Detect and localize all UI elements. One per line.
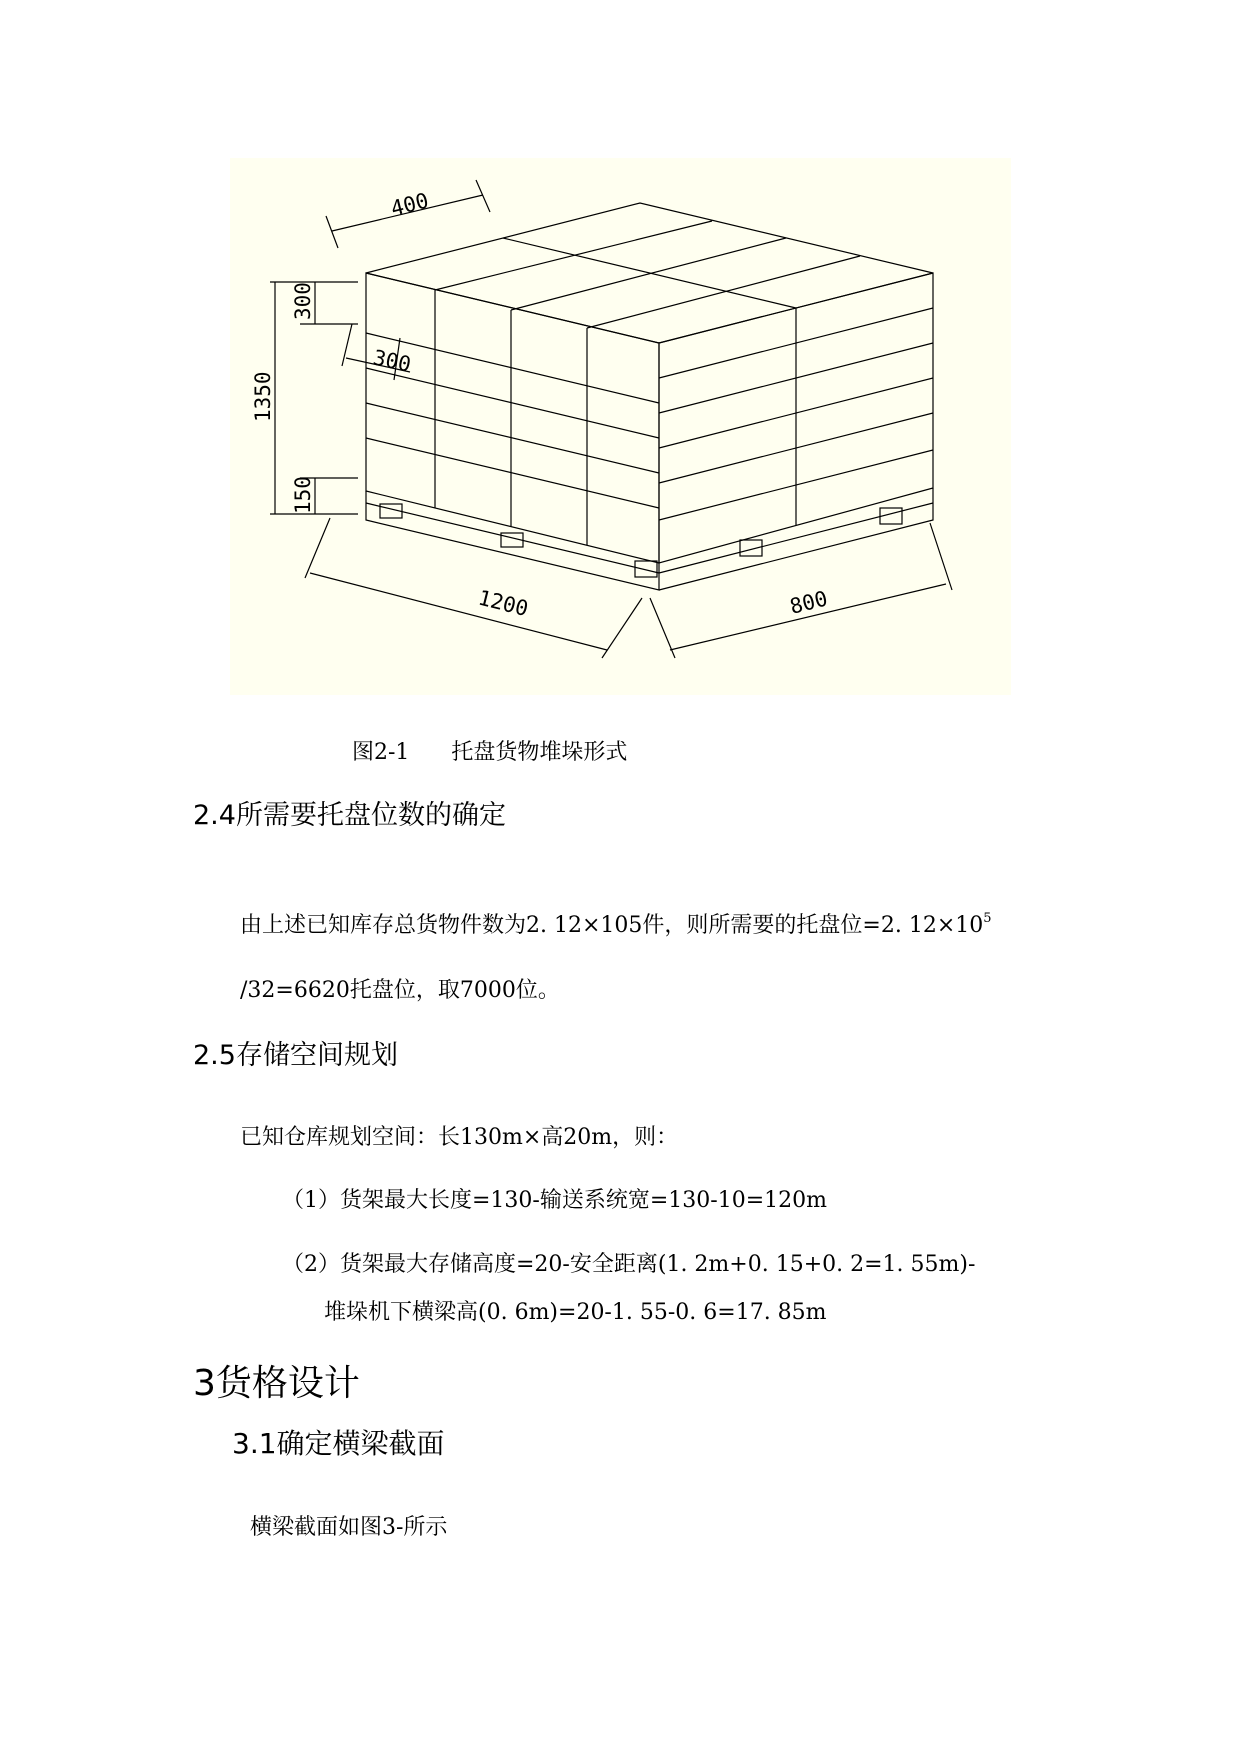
pallet-block	[635, 561, 657, 577]
section-2-4-heading: 2.4所需要托盘位数的确定	[193, 800, 506, 831]
paragraph-text: 由上述已知库存总货物件数为2. 12×105件，则所需要的托盘位=2. 12×10	[240, 913, 984, 938]
list-item-2-line1: （2）货架最大存储高度=20-安全距离(1. 2m+0. 15+0. 2=1. 55m)-	[282, 1252, 976, 1277]
pallet-drawing	[230, 158, 1011, 695]
pallet-stacking-figure	[230, 158, 1011, 695]
dim-300-depth: 300	[370, 345, 414, 377]
section-2-4-paragraph-line2: /32=6620托盘位，取7000位。	[240, 978, 560, 1003]
list-item-2-line2: 堆垛机下横梁高(0. 6m)=20-1. 55-0. 6=17. 85m	[324, 1300, 827, 1325]
section-3-1-heading: 3.1确定横梁截面	[232, 1427, 445, 1460]
stack-left-face	[366, 273, 659, 563]
section-2-5-intro: 已知仓库规划空间：长130m×高20m，则：	[240, 1125, 679, 1150]
chapter-3-heading: 3货格设计	[193, 1363, 360, 1404]
dim-300-height: 300	[291, 282, 315, 320]
section-2-4-paragraph-line1	[240, 908, 992, 939]
dim-1350: 1350	[251, 371, 275, 422]
dim-150: 150	[291, 476, 315, 514]
dim-400: 400	[388, 188, 432, 221]
figure-caption: 图2-1 托盘货物堆垛形式	[352, 740, 628, 765]
dim-800: 800	[787, 586, 831, 619]
section-2-5-heading: 2.5存储空间规划	[193, 1040, 398, 1071]
dim-1200: 1200	[475, 585, 531, 622]
list-item-1: （1）货架最大长度=130-输送系统宽=130-10=120m	[282, 1188, 827, 1213]
exponent: 5	[983, 911, 992, 926]
section-3-1-paragraph: 横梁截面如图3-所示	[250, 1515, 448, 1540]
